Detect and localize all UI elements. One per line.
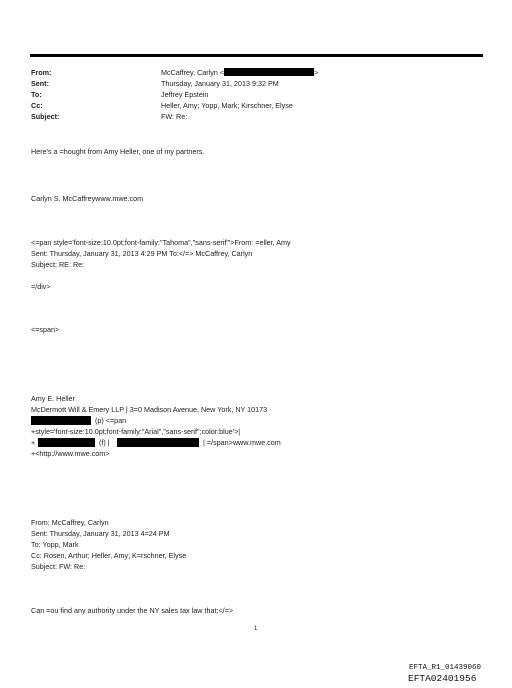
to-value: Jeffrey Epstein xyxy=(161,90,209,99)
span-tag-line: <=span> xyxy=(31,325,60,334)
quoted-sent-line: Sent: Thursday, January 31, 2013 4:29 PM To:</=> McCaffrey, Carlyn xyxy=(31,249,253,258)
to-label: To: xyxy=(31,90,42,99)
body-intro: Here's a =hought from Amy Heller, one of my partners. xyxy=(31,147,205,156)
div-tag-line: =/div> xyxy=(31,282,51,291)
sig-plus: + xyxy=(31,438,36,447)
fw-to: To: Yopp, Mark xyxy=(31,540,79,549)
cc-label: Cc: xyxy=(31,101,43,110)
fw-subject: Subject: FW: Re: xyxy=(31,562,86,571)
sig-phone: (p) <=pan xyxy=(95,416,127,425)
sig-style-line: +style='font-size:10.0pt;font-family:"Arial","sans-serif";color:blue'>| xyxy=(31,427,241,436)
sig-fax: (f) | xyxy=(99,438,110,447)
bates-number-secondary: EFTA02401956 xyxy=(408,673,477,684)
cc-value: Heller, Amy; Yopp, Mark; Kirschner, Elyse xyxy=(161,101,293,110)
fw-sent: Sent: Thursday, January 31, 2013 4=24 PM xyxy=(31,529,170,538)
sig-link: +<http://www.mwe.com> xyxy=(31,449,110,458)
from-name: McCaffrey, Carlyn < xyxy=(161,68,225,77)
page-number: 1 xyxy=(254,626,258,632)
fw-from: From: McCaffrey, Carlyn xyxy=(31,518,109,527)
from-value xyxy=(161,68,318,78)
from-label: From: xyxy=(31,68,52,77)
redaction-block xyxy=(117,438,199,447)
sent-value: Thursday, January 31, 2013 9:32 PM xyxy=(161,79,279,88)
sent-label: Sent: xyxy=(31,79,49,88)
sig-firm: McDermott Will & Emery LLP | 3=0 Madison Avenue, New York, NY 10173 xyxy=(31,405,268,414)
quoted-subject-line: Subject: RE: Re: xyxy=(31,260,85,269)
redaction-block xyxy=(31,416,91,425)
header-rule xyxy=(30,54,483,57)
signature-line: Carlyn S. McCaffreywww.mwe.com xyxy=(31,194,144,203)
sig-name: Amy E. Heller xyxy=(31,394,75,403)
subject-label: Subject: xyxy=(31,112,60,121)
from-tail: > xyxy=(314,68,319,77)
fw-cc: Cc: Rosen, Arthur; Heller, Amy; K=rschner, Elyse xyxy=(31,551,187,560)
redaction-block xyxy=(38,438,95,447)
subject-value: FW: Re: xyxy=(161,112,188,121)
sig-website: | =/span>www.mwe.com xyxy=(203,438,281,447)
redaction-block xyxy=(224,68,314,76)
question-line: Can =ou find any authority under the NY sales tax law that;</=> xyxy=(31,606,234,615)
quoted-code-line: <=pan style='font-size:10.0pt;font-family:"Tahoma","sans-serif"'>From: =eller, Amy xyxy=(31,238,291,247)
bates-number-primary: EFTA_R1_01439060 xyxy=(409,664,482,672)
